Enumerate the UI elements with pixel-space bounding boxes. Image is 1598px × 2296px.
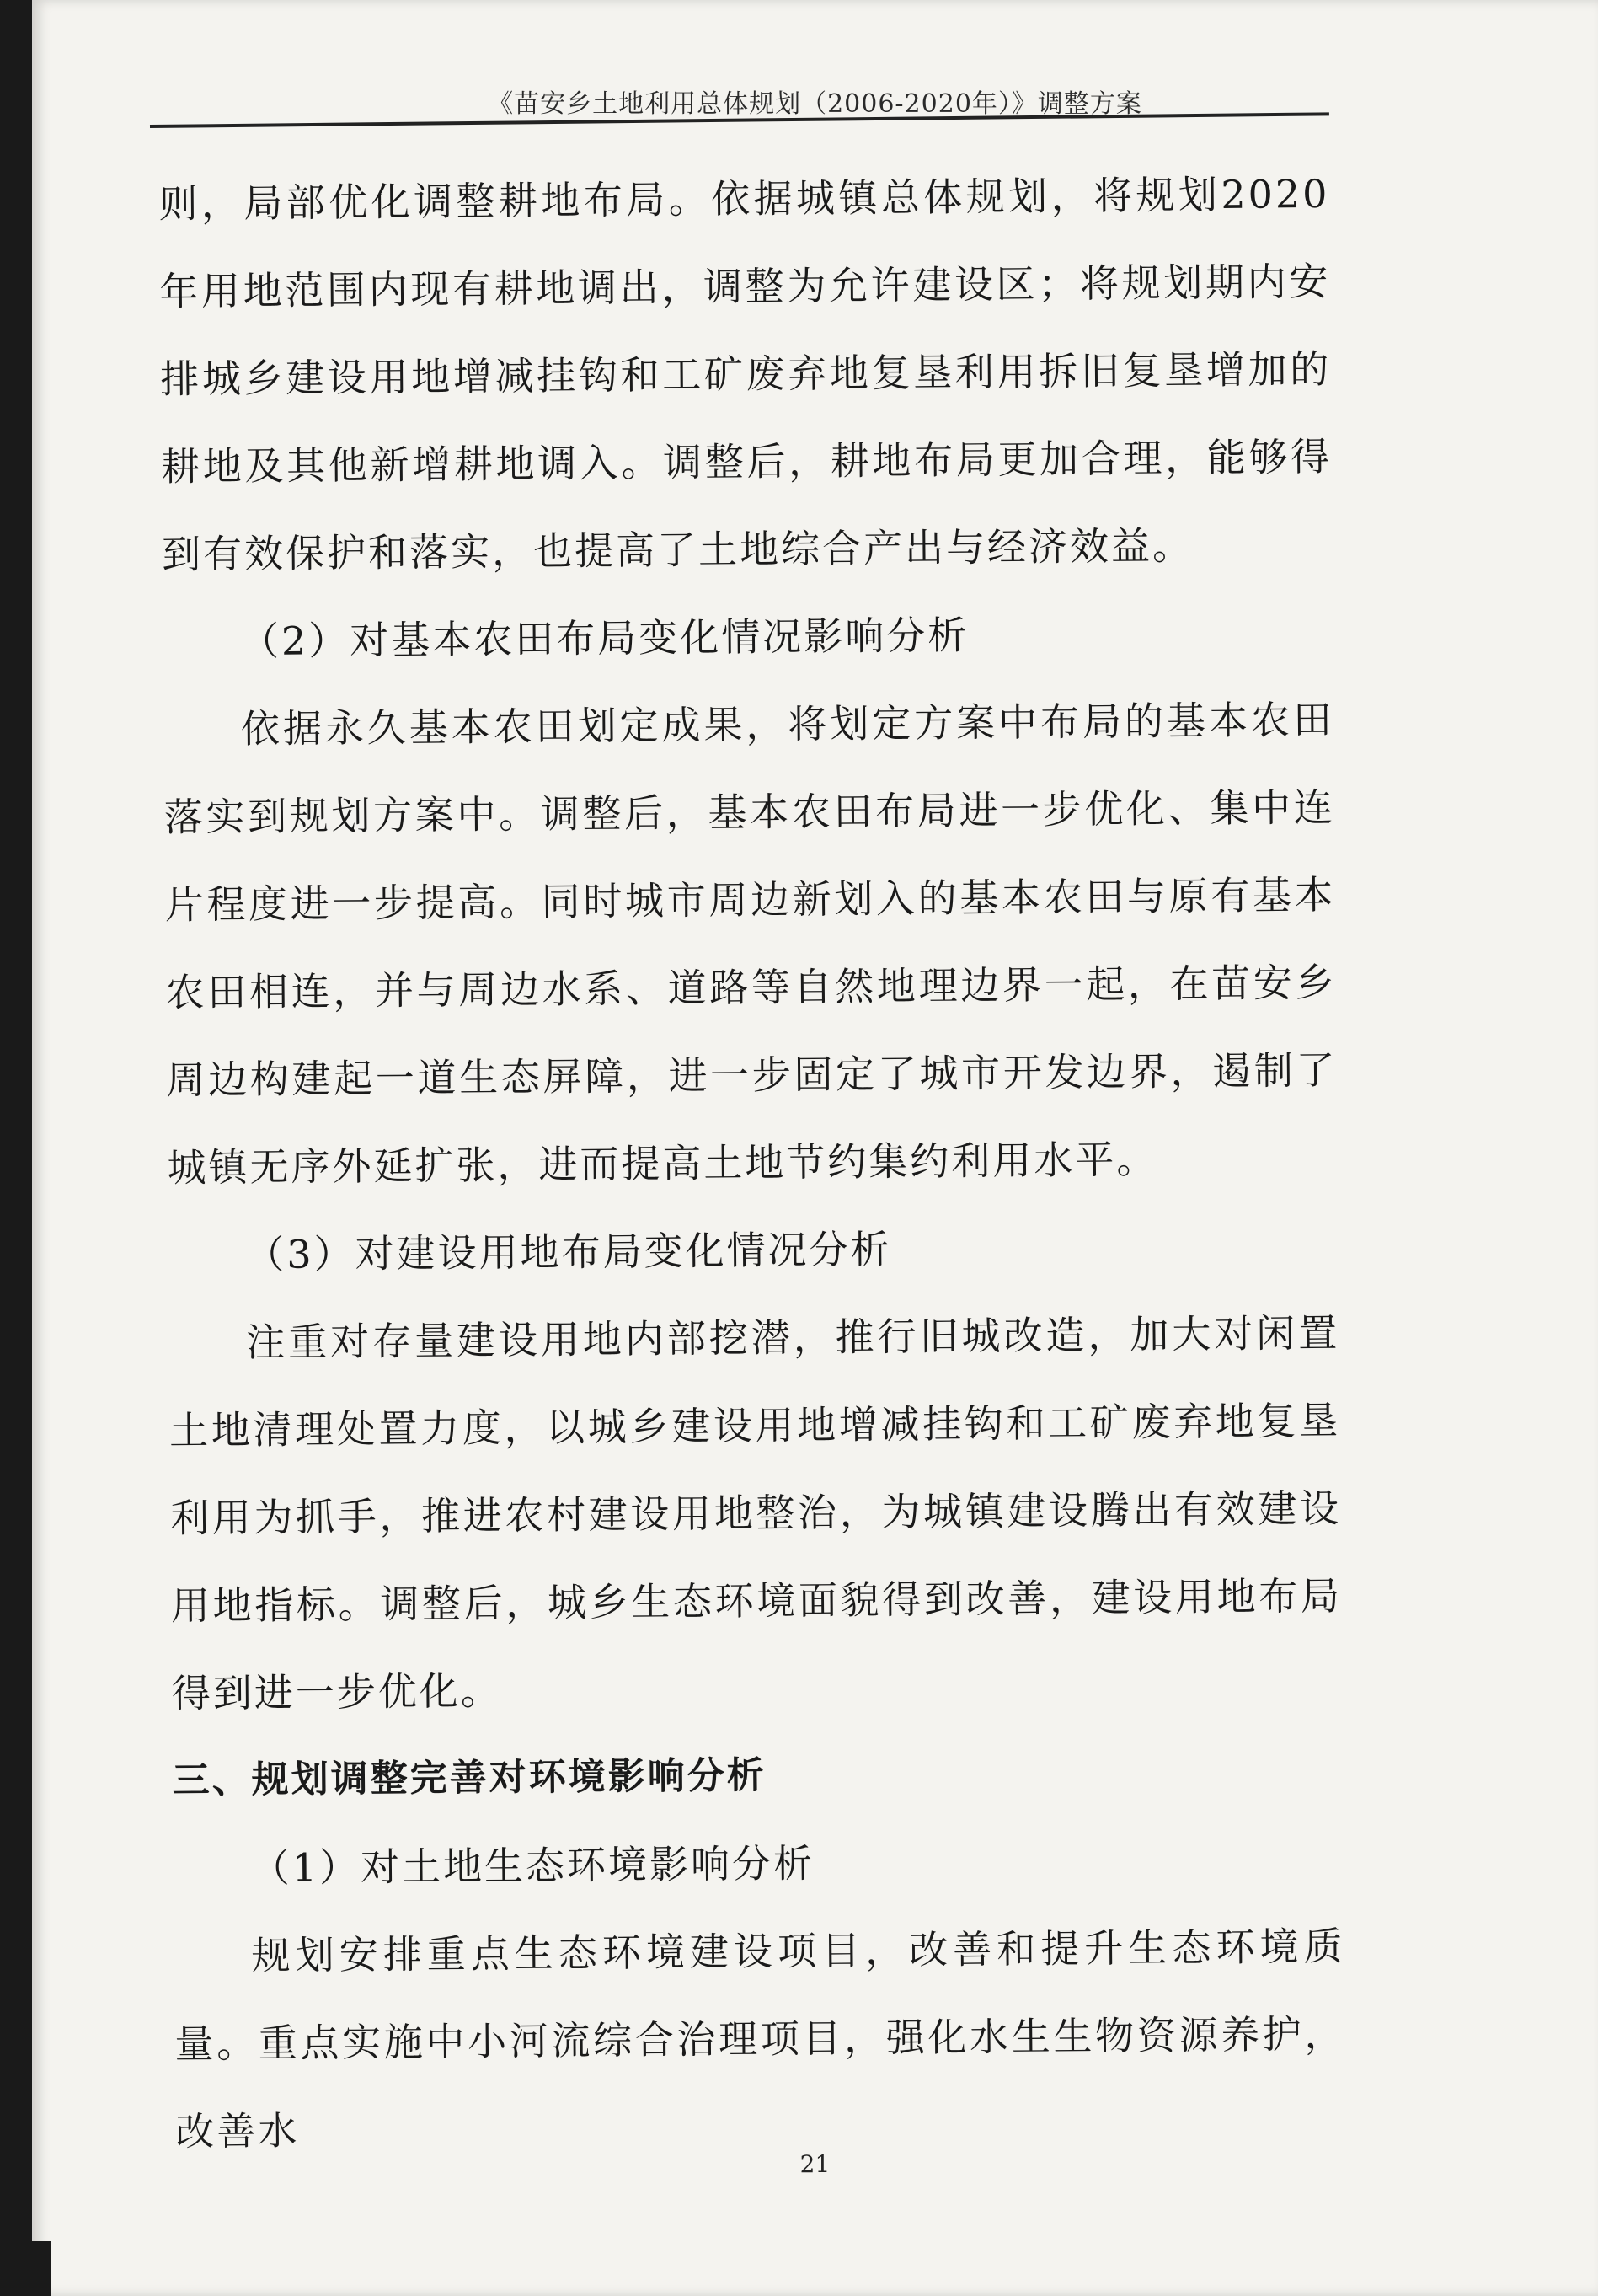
document-page	[32, 0, 1598, 2296]
subheading-construction-land: （3）对建设用地布局变化情况分析	[245, 1226, 892, 1278]
section-heading-environment: 三、规划调整完善对环境影响分析	[172, 1753, 767, 1802]
scan-corner-shadow	[0, 2241, 51, 2296]
paragraph-construction-land: 注重对存量建设用地内部挖潜，推行旧城改造，加大对闲置土地清理处置力度，以城乡建设用地增减挂钩和工矿废弃地复垦利用为抓手，推进农村建设用地整治，为城镇建设腾出有效建设用地指标。调整后，城乡生态环境面貌得到改善，建设用地布局得到进一步优化。	[168, 1309, 1343, 1716]
paragraph-basic-farmland: 依据永久基本农田划定成果，将划定方案中布局的基本农田落实到规划方案中。调整后，基本农田布局进一步优化、集中连片程度进一步提高。同时城市周边新划入的基本农田与原有基本农田相连，并与周边水系、道路等自然地理边界一起，在苗安乡周边构建起一道生态屏障，进一步固定了城市开发边界，遏制了城镇无序外延扩张，进而提高土地节约集约利用水平。	[163, 696, 1338, 1191]
paragraph-land-ecology: 规划安排重点生态环境建设项目，改善和提升生态环境质量。重点实施中小河流综合治理项目，强化水生生物资源养护，改善水	[174, 1923, 1346, 2154]
paragraph-cropland-layout: 则，局部优化调整耕地布局。依据城镇总体规划，将规划2020年用地范围内现有耕地调出，调整为允许建设区；将规划期内安排城乡建设用地增减挂钩和工矿废弃地复垦利用拆旧复垦增加的耕地及其他新增耕地调入。调整后，耕地布局更加合理，能够得到有效保护和落实，也提高了土地综合产出与经济效益。	[158, 170, 1333, 577]
subheading-land-ecology: （1）对土地生态环境影响分析	[250, 1840, 815, 1892]
page-number: 21	[799, 2150, 831, 2178]
running-header: 《苗安乡土地利用总体规划（2006-2020年）》调整方案	[488, 89, 1142, 119]
page-body	[158, 150, 1347, 2176]
subheading-basic-farmland: （2）对基本农田布局变化情况影响分析	[239, 612, 970, 665]
